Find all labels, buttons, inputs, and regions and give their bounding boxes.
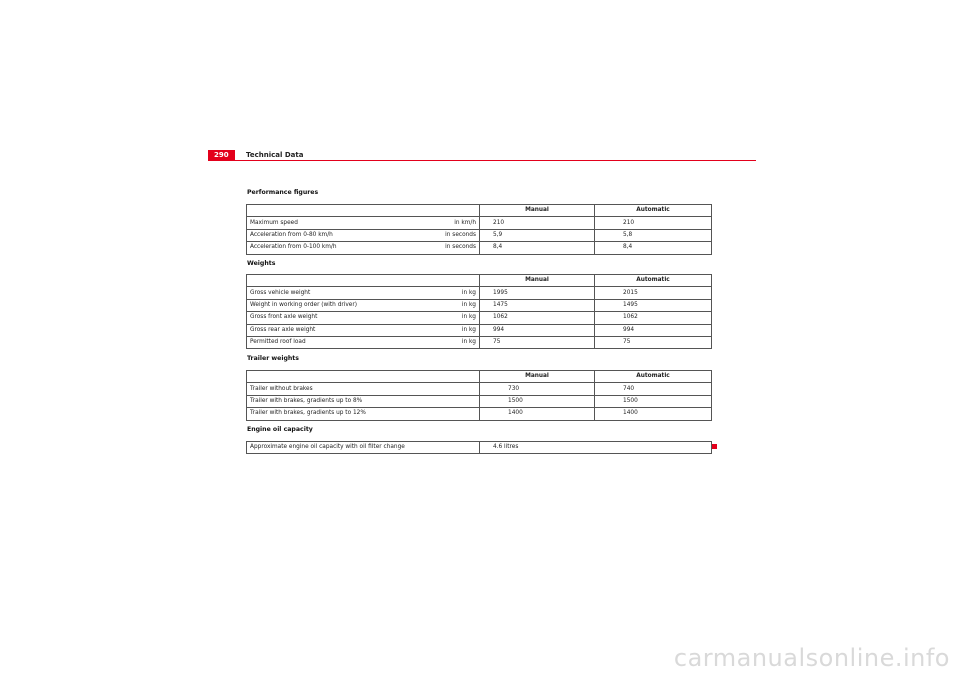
- table-row: [247, 312, 712, 324]
- row-unit: in kg: [461, 339, 476, 346]
- section-end-marker: [712, 444, 717, 449]
- header-divider: [208, 160, 756, 161]
- page-title: Technical Data: [246, 151, 304, 159]
- table-header-row: [247, 205, 712, 217]
- manual-value: 1400: [480, 408, 595, 420]
- row-label: Approximate engine oil capacity with oil filter change: [247, 442, 480, 454]
- trailer-title: Trailer weights: [247, 355, 299, 362]
- automatic-value: 740: [595, 383, 712, 395]
- page-header: [208, 150, 756, 162]
- trailer-table: [246, 370, 712, 421]
- header-blank-cell: [247, 371, 480, 383]
- page-number: 290: [208, 150, 235, 161]
- table-row: [247, 287, 712, 299]
- manual-value: 8,4: [480, 242, 595, 254]
- row-label: Gross vehicle weight: [250, 289, 311, 296]
- row-label: Trailer without brakes: [247, 383, 480, 395]
- row-label-cell: [247, 336, 480, 348]
- automatic-value: 5,8: [595, 229, 712, 241]
- row-label: Weight in working order (with driver): [250, 301, 358, 308]
- header-blank-cell: [247, 275, 480, 287]
- column-header-manual: Manual: [480, 371, 595, 383]
- row-label: Permitted roof load: [250, 339, 306, 346]
- table-row: [247, 324, 712, 336]
- row-label-cell: [247, 242, 480, 254]
- manual-value: 730: [480, 383, 595, 395]
- automatic-value: 994: [595, 324, 712, 336]
- column-header-automatic: Automatic: [595, 205, 712, 217]
- table-header-row: [247, 275, 712, 287]
- automatic-value: 210: [595, 217, 712, 229]
- automatic-value: 8,4: [595, 242, 712, 254]
- column-header-automatic: Automatic: [595, 275, 712, 287]
- row-unit: in km/h: [454, 219, 476, 226]
- row-label: Acceleration from 0-100 km/h: [250, 244, 337, 251]
- row-label: Trailer with brakes, gradients up to 12%: [247, 408, 480, 420]
- automatic-value: 1500: [595, 395, 712, 407]
- row-label: Gross front axle weight: [250, 314, 318, 321]
- manual-value: 75: [480, 336, 595, 348]
- table-row: [247, 336, 712, 348]
- automatic-value: 75: [595, 336, 712, 348]
- column-header-manual: Manual: [480, 205, 595, 217]
- automatic-value: 1495: [595, 299, 712, 311]
- watermark: carmanualsonline.info: [673, 644, 950, 672]
- row-label-cell: [247, 217, 480, 229]
- table-row: [247, 217, 712, 229]
- weights-table: [246, 274, 712, 349]
- row-unit: in seconds: [445, 244, 476, 251]
- performance-title: Performance figures: [247, 189, 319, 196]
- automatic-value: 2015: [595, 287, 712, 299]
- row-label: Gross rear axle weight: [250, 326, 316, 333]
- weights-title: Weights: [247, 260, 276, 267]
- manual-value: 1062: [480, 312, 595, 324]
- manual-value: 1475: [480, 299, 595, 311]
- row-label-cell: [247, 299, 480, 311]
- row-unit: in seconds: [445, 231, 476, 238]
- table-row: [247, 395, 712, 407]
- column-header-automatic: Automatic: [595, 371, 712, 383]
- table-row: [247, 408, 712, 420]
- row-label: Acceleration from 0-80 km/h: [250, 231, 333, 238]
- manual-value: 5,9: [480, 229, 595, 241]
- row-unit: in kg: [461, 289, 476, 296]
- row-unit: in kg: [461, 326, 476, 333]
- table-header-row: [247, 371, 712, 383]
- row-label: Trailer with brakes, gradients up to 8%: [247, 395, 480, 407]
- performance-table: [246, 204, 712, 255]
- table-row: [247, 383, 712, 395]
- row-label-cell: [247, 324, 480, 336]
- oil-value: 4.6 litres: [480, 442, 712, 454]
- manual-value: 994: [480, 324, 595, 336]
- row-label-cell: [247, 312, 480, 324]
- oil-title: Engine oil capacity: [247, 426, 313, 433]
- table-row: [247, 442, 712, 454]
- automatic-value: 1400: [595, 408, 712, 420]
- column-header-manual: Manual: [480, 275, 595, 287]
- oil-table: [246, 441, 712, 454]
- automatic-value: 1062: [595, 312, 712, 324]
- row-label-cell: [247, 287, 480, 299]
- row-label-cell: [247, 229, 480, 241]
- row-label: Maximum speed: [250, 219, 298, 226]
- manual-value: 1995: [480, 287, 595, 299]
- header-blank-cell: [247, 205, 480, 217]
- row-unit: in kg: [461, 301, 476, 308]
- table-row: [247, 242, 712, 254]
- manual-value: 1500: [480, 395, 595, 407]
- manual-value: 210: [480, 217, 595, 229]
- table-row: [247, 299, 712, 311]
- row-unit: in kg: [461, 314, 476, 321]
- table-row: [247, 229, 712, 241]
